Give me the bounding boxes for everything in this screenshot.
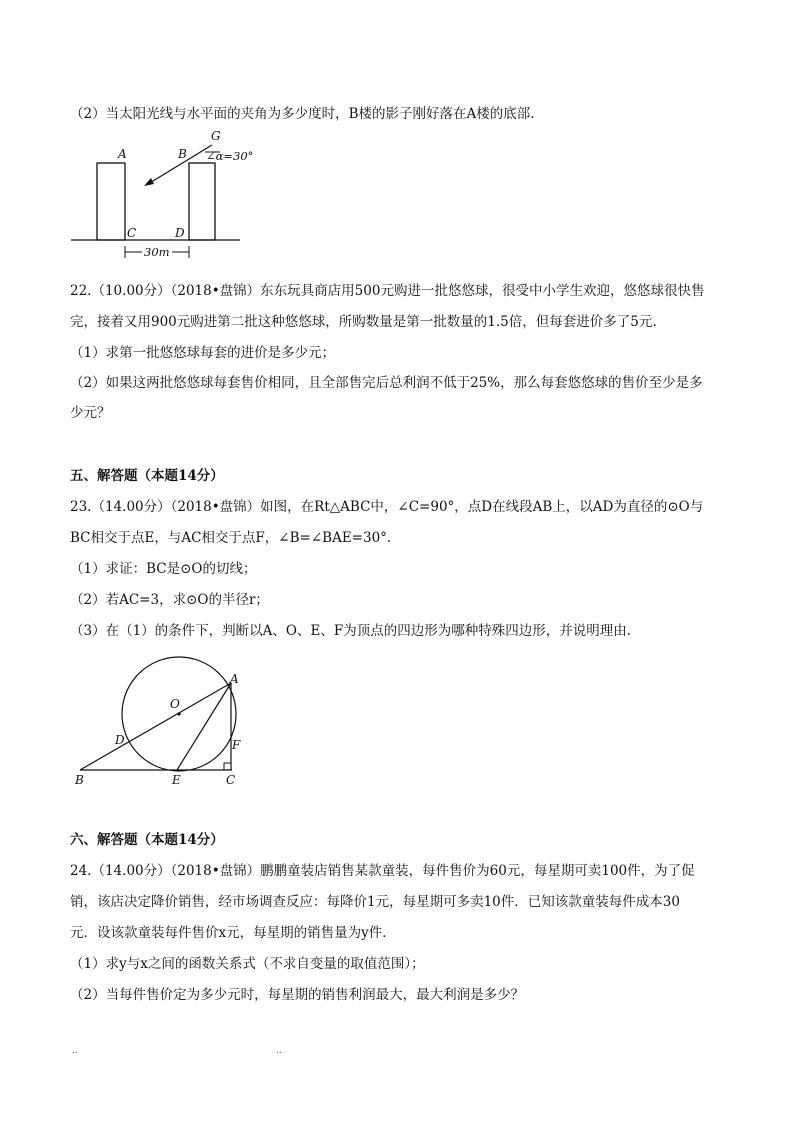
q24-line3: 元．设该款童装每件售价x元，每星期的销售量为y件．: [70, 925, 396, 941]
q23-part1: （1）求证：BC是⊙O的切线；: [70, 561, 257, 577]
label-e: E: [172, 773, 181, 787]
q24-line1: 24.（14.00分）（2018•盘锦）鹏鹏童装店销售某款童装，每件售价为60元，每星期可卖100件，为了促: [70, 863, 695, 879]
q22-part1: （1）求第一批悠悠球每套的进价是多少元；: [70, 345, 336, 361]
label-alpha: ∠α=30°: [206, 149, 254, 163]
label-a: A: [118, 147, 127, 161]
q24-line2: 销，该店决定降价销售，经市场调查反应：每降价1元，每星期可多卖10件．已知该款童装每件成本30: [70, 894, 680, 910]
label-c: C: [226, 773, 236, 787]
label-g: G: [211, 129, 221, 143]
label-b: B: [178, 147, 187, 161]
label-o: O: [170, 697, 180, 711]
q24-part2: （2）当每件售价定为多少元时，每星期的销售利润最大，最大利润是多少？: [70, 987, 525, 1003]
q23-part2: （2）若AC=3，求⊙O的半径r；: [70, 592, 269, 608]
label-c: C: [127, 226, 137, 240]
center-dot: [177, 712, 180, 715]
section6-title: 六、解答题（本题14分）: [70, 832, 224, 848]
label-a: A: [230, 672, 239, 686]
q22-line1: 22.（10.00分）（2018•盘锦）东东玩具商店用500元购进一批悠悠球，很受中小学生欢迎，悠悠球很快售: [70, 283, 705, 299]
label-distance: 30m: [144, 245, 170, 259]
q22-part2-line1: （2）如果这两批悠悠球每套售价相同，且全部售完后总利润不低于25%，那么每套悠悠球的售价至少是多: [70, 375, 703, 391]
footer-dots-right: ..: [276, 1046, 282, 1056]
section5-title: 五、解答题（本题14分）: [70, 468, 224, 484]
line-ba: [80, 683, 231, 770]
label-f: F: [232, 738, 241, 752]
label-d: D: [175, 226, 185, 240]
q21-part2: （2）当太阳光线与水平面的夹角为多少度时，B楼的影子刚好落在A楼的底部.: [70, 106, 535, 122]
label-b: B: [75, 773, 84, 787]
q24-part1: （1）求y与x之间的函数关系式（不求自变量的取值范围）；: [70, 956, 425, 972]
building-b: [189, 163, 215, 240]
buildings-figure: [68, 128, 254, 268]
sun-ray-arrowhead: [144, 178, 154, 186]
q23-line1: 23.（14.00分）（2018•盘锦）如图，在Rt△ABC中，∠C=90°，点D在线段AB上，以AD为直径的⊙O与: [70, 499, 704, 515]
q22-part2-line2: 少元？: [70, 405, 111, 421]
right-angle-mark: [224, 763, 231, 770]
q22-line2: 完，接着又用900元购进第二批这种悠悠球，所购数量是第一批数量的1.5倍，但每套进价多了5元.: [70, 314, 657, 330]
circle-triangle-figure: [70, 648, 270, 793]
q23-line2: BC相交于点E，与AC相交于点F，∠B=∠BAE=30°．: [70, 530, 401, 546]
footer-dots-left: ..: [72, 1046, 78, 1056]
q23-part3: （3）在（1）的条件下，判断以A、O、E、F为顶点的四边形为哪种特殊四边形，并说明理由.: [70, 623, 632, 639]
line-ea: [177, 683, 231, 770]
label-d: D: [115, 733, 125, 747]
building-a: [97, 163, 125, 240]
